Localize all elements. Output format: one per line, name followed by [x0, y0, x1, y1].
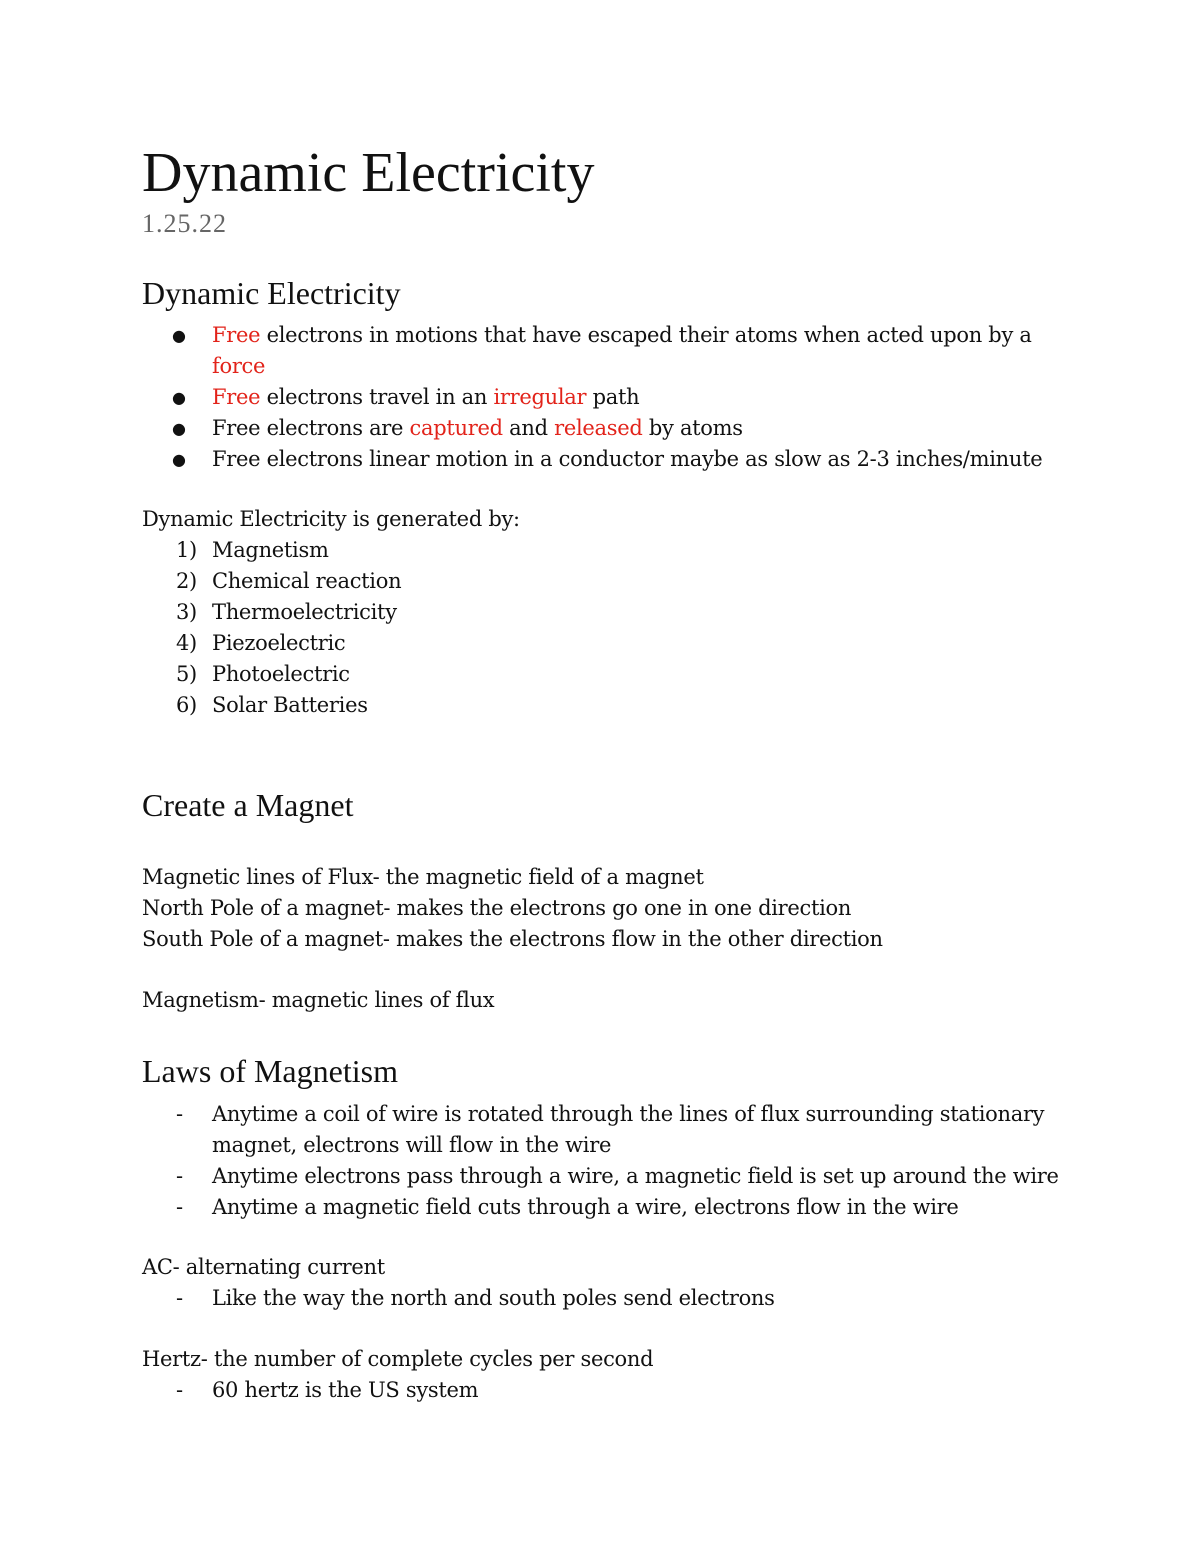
heading-dynamic-electricity: Dynamic Electricity	[142, 275, 401, 311]
list-item-line: magnet, electrons will flow in the wire	[212, 1133, 612, 1157]
list-item-text: Like the way the north and south poles send electrons	[212, 1286, 775, 1310]
dash-list-laws	[0, 1099, 1059, 1223]
list-item	[0, 597, 401, 628]
dash-marker: -	[176, 1378, 183, 1402]
list-item-text: Piezoelectric	[212, 631, 346, 655]
list-number: 1)	[176, 538, 197, 562]
highlighted-term: force	[212, 354, 266, 378]
heading-create-a-magnet: Create a Magnet	[142, 787, 354, 823]
list-item-text: 60 hertz is the US system	[212, 1378, 479, 1402]
text-run: electrons travel in an	[260, 385, 494, 409]
list-item	[0, 1375, 478, 1406]
list-number: 6)	[176, 693, 197, 717]
list-item	[0, 1099, 1059, 1161]
highlighted-term: Free	[212, 385, 261, 409]
bullet-item-line	[212, 416, 743, 440]
list-item-text: Photoelectric	[212, 662, 350, 686]
dash-marker: -	[176, 1195, 183, 1219]
list-item	[0, 1192, 1059, 1223]
highlighted-term: Free	[212, 323, 261, 347]
bullet-item-line	[212, 385, 639, 409]
list-item	[0, 690, 401, 721]
hertz-definition: Hertz- the number of complete cycles per second	[142, 1347, 654, 1371]
text-run: Free electrons linear motion in a conductor maybe as slow as 2-3 inches/minute	[212, 447, 1043, 471]
list-number: 2)	[176, 569, 197, 593]
bullet-item	[0, 320, 1042, 382]
text-line: North Pole of a magnet- makes the electrons go one in one direction	[142, 896, 852, 920]
list-item	[0, 566, 401, 597]
list-item	[0, 628, 401, 659]
bullet-dot-icon: ●	[172, 388, 186, 407]
list-item-text: Chemical reaction	[212, 569, 402, 593]
list-number: 3)	[176, 600, 197, 624]
highlighted-term: captured	[409, 416, 503, 440]
list-item-line: Anytime a coil of wire is rotated through the lines of flux surrounding stationary	[212, 1102, 1045, 1126]
list-item	[0, 535, 401, 566]
bullet-dot-icon: ●	[172, 326, 186, 345]
ac-definition: AC- alternating current	[142, 1255, 385, 1279]
bullet-list-free-electrons	[0, 320, 1042, 475]
generated-by-intro: Dynamic Electricity is generated by:	[142, 507, 520, 531]
numbered-list-generators	[0, 535, 401, 721]
bullet-dot-icon: ●	[172, 419, 186, 438]
bullet-item	[0, 413, 1042, 444]
text-line: Magnetic lines of Flux- the magnetic field of a magnet	[142, 865, 704, 889]
list-item-text: Magnetism	[212, 538, 329, 562]
dash-marker: -	[176, 1102, 183, 1126]
dash-list-hertz	[0, 1375, 478, 1406]
list-item	[0, 1161, 1059, 1192]
dash-list-ac	[0, 1283, 775, 1314]
list-number: 4)	[176, 631, 197, 655]
text-run: and	[502, 416, 555, 440]
list-item-text: Solar Batteries	[212, 693, 368, 717]
document-date: 1.25.22	[142, 209, 227, 238]
bullet-item-line	[212, 447, 1042, 471]
highlighted-term: released	[554, 416, 643, 440]
text-run: by atoms	[642, 416, 743, 440]
text-run: Free electrons are	[212, 416, 410, 440]
list-item-text: Thermoelectricity	[212, 600, 397, 624]
text-run: electrons in motions that have escaped their atoms when acted upon by a	[260, 323, 1032, 347]
text-run: path	[586, 385, 640, 409]
bullet-item-line	[212, 354, 265, 378]
highlighted-term: irregular	[493, 385, 587, 409]
bullet-item	[0, 444, 1042, 475]
document-title: Dynamic Electricity	[142, 142, 595, 204]
text-line: South Pole of a magnet- makes the electrons flow in the other direction	[142, 927, 883, 951]
list-item	[0, 1283, 775, 1314]
list-item	[0, 659, 401, 690]
bullet-item-line	[212, 323, 1032, 347]
dash-marker: -	[176, 1164, 183, 1188]
text-line: Magnetism- magnetic lines of flux	[142, 988, 495, 1012]
bullet-dot-icon: ●	[172, 450, 186, 469]
list-item-line: Anytime a magnetic field cuts through a wire, electrons flow in the wire	[212, 1195, 959, 1219]
dash-marker: -	[176, 1286, 183, 1310]
bullet-item	[0, 382, 1042, 413]
list-item-line: Anytime electrons pass through a wire, a magnetic field is set up around the wire	[212, 1164, 1059, 1188]
heading-laws-of-magnetism: Laws of Magnetism	[142, 1053, 398, 1089]
list-number: 5)	[176, 662, 197, 686]
